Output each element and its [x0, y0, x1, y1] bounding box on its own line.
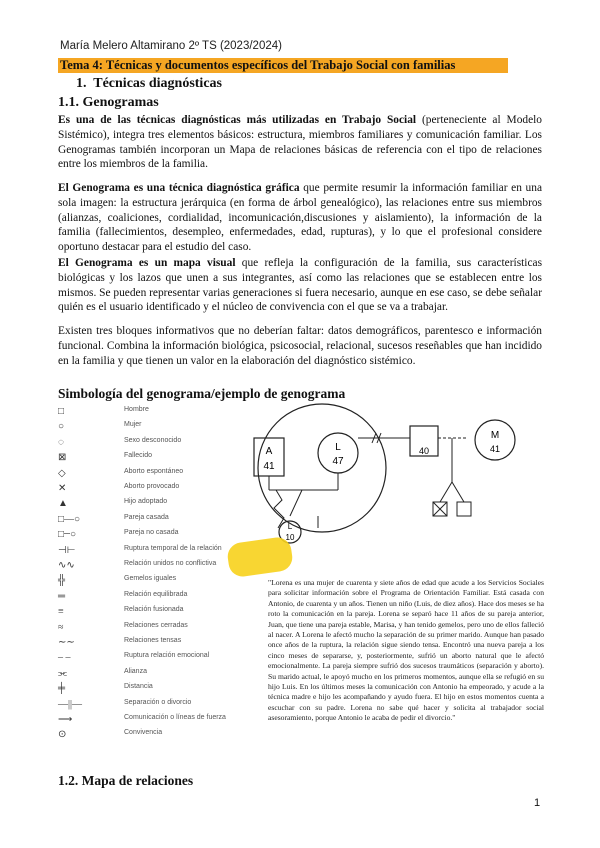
legend-row: [58, 452, 238, 466]
legend-label: Separación o divorcio: [124, 698, 192, 706]
legend-row: [58, 545, 238, 559]
paragraph-2: [58, 181, 542, 255]
legend-row: [58, 406, 238, 420]
legend-label: Pareja no casada: [124, 529, 179, 537]
legend-label: Aborto espontáneo: [124, 467, 184, 475]
legend-symbol: ≡: [58, 606, 64, 618]
paragraph-3: [58, 256, 542, 315]
legend-row: [58, 714, 238, 728]
legend-row: [58, 637, 238, 651]
paragraph-3-lead: El Genograma es un mapa visual: [58, 257, 236, 269]
legend-symbol: ∿∿: [58, 560, 75, 571]
child-letter: L: [287, 522, 293, 531]
legend-row: [58, 622, 238, 636]
person-l-circle: [318, 433, 358, 473]
legend-row: [58, 437, 238, 451]
legend-label: Distancia: [124, 683, 153, 691]
legend-row: [58, 483, 238, 497]
twin-right-box: [457, 502, 471, 516]
page-number: 1: [534, 797, 541, 809]
person-a-age: 41: [263, 461, 275, 472]
section-title: Técnicas diagnósticas: [93, 76, 222, 91]
legend-symbol: □—○: [58, 513, 81, 525]
legend-label: Ruptura relación emocional: [124, 652, 210, 660]
legend-row: [58, 498, 238, 512]
legend-symbol: ∼∼: [58, 637, 75, 648]
paragraph-2-lead: El Genograma es una técnica diagnóstica gráfica: [58, 182, 300, 194]
legend-row: [58, 529, 238, 543]
legend-symbol: □: [58, 406, 65, 417]
legend-symbol: ○: [58, 421, 65, 433]
author-header: María Melero Altamirano 2º TS (2023/2024): [60, 40, 282, 52]
legend-row: [58, 683, 238, 697]
legend-label: Aborto provocado: [124, 483, 180, 490]
paragraph-1: [58, 113, 542, 172]
legend-row: [58, 668, 238, 682]
legend-label: Fallecido: [124, 452, 153, 460]
legend-symbol: —||—: [58, 698, 83, 710]
topic-title: Tema 4: Técnicas y documentos específicos del Trabajo Social con familias: [58, 58, 508, 73]
symbology-title: Simbología del genograma/ejemplo de genograma: [58, 386, 346, 401]
legend-symbol: ⊠: [58, 452, 67, 464]
twin-line-left: [440, 482, 452, 502]
legend-row: [58, 699, 238, 713]
paragraph-2-body: que permite resumir la información familiar en una sola imagen: la estructura jerárquica (en forma de árbol genealógico), las relaciones entre sus miembros (alianzas, coaliciones, cordialidad, incomunicación,discusiones y aislamiento), la información de la familia (fallecimientos, desempleo, enfermedades, edad, rupturas), y lo que el profesional considere oportuno destacar para el estudio del caso.: [58, 182, 543, 254]
legend-symbol: ✕: [58, 483, 67, 494]
legend-symbol: □┄○: [58, 529, 77, 541]
section-heading-1-1: 1.1. Genogramas: [58, 95, 159, 110]
legend-label: Hijo adoptado: [124, 498, 168, 506]
legend-row: [58, 560, 238, 574]
legend-symbol: ≈: [58, 621, 64, 633]
household-circle: [258, 404, 386, 532]
person-m-age: 41: [489, 444, 501, 454]
legend-label: Relación unidos no conflictiva: [124, 560, 217, 567]
legend-symbol: ◇: [58, 467, 66, 479]
legend-label: Sexo desconocido: [124, 436, 182, 444]
child-link: [290, 490, 302, 516]
legend-row: [58, 729, 238, 743]
legend-symbol: ⟶: [58, 714, 73, 725]
legend-label: Alianza: [124, 667, 147, 675]
legend-label: Relación fusionada: [124, 606, 184, 614]
case-study-text: "Lorena es una mujer de cuarenta y siete años de edad que acude a los Servicios Sociales para solicitar información sobre el Programa de Orientación Familiar. Está casada con Antonio, de cuarenta y un años. Tienen un niño (Luis, de diez años). Hace dos meses se ha roto la comunicación en la pareja. Lorena se separó hace 11 años de su pareja anterior, Juan, que tiene una pareja estable, Marisa, y han tenido gemelos, pero uno de ellos falleció al nacer. A Lorena le afectó mucho la separación de su primer marido. Aunque han pasado once años de la ruptura, la relación sigue siendo tensa. Encontró una nueva pareja a los cinco meses de separarse, y, posteriormente, sufrió un aborto natural que le afectó emocionalmente. La pareja siempre sufrió dos sucesos traumáticos (separación y aborto). Su marido actual, le apoyó mucho en los primeros momentos, aunque ella se refugió en su hijo Luis. En los últimos meses la comunicación con Antonio ha empeorado, y acude a la técnica madre e hijo les acompañando y ayudo fuera. El hijo en estos momentos cuenta a escuchar con su padre. Lorena no sabe qué hacer y solicita al trabajador social asesoramiento, porque Antonio le acaba de pedir el divorcio.": [268, 578, 544, 723]
legend-label: Relaciones tensas: [124, 637, 182, 644]
legend-symbol: ▲: [58, 498, 68, 510]
legend-symbol: ⫘: [58, 667, 67, 679]
twin-line-right: [452, 482, 464, 502]
legend-row: [58, 575, 238, 589]
legend-label: Ruptura temporal de la relación: [124, 544, 222, 552]
legend-row: [58, 514, 238, 528]
legend-symbol: ╪: [58, 683, 66, 695]
legend-label: Mujer: [124, 421, 142, 429]
person-l-age: 47: [332, 456, 344, 467]
legend-row: [58, 421, 238, 435]
legend-row: [58, 606, 238, 620]
legend-label: Pareja casada: [124, 513, 169, 521]
paragraph-1-lead: Es una de las técnicas diagnósticas más utilizadas en Trabajo Social: [58, 114, 417, 126]
legend-label: Relación equilibrada: [124, 590, 188, 598]
section-heading-1: [76, 76, 222, 92]
legend-label: Hombre: [124, 406, 149, 413]
person-l-letter: L: [335, 442, 341, 453]
legend-symbol: ◌: [58, 436, 64, 448]
legend-label: Convivencia: [124, 729, 163, 737]
legend-symbol: ⊙: [58, 729, 67, 741]
genogram-diagram: [240, 398, 540, 548]
legend-row: [58, 591, 238, 605]
section-number: 1.: [76, 76, 87, 91]
section-heading-1-2: 1.2. Mapa de relaciones: [58, 773, 194, 788]
legend-symbol: – –: [58, 652, 71, 664]
person-40-age: 40: [418, 446, 430, 456]
tense-relation-line: [274, 490, 284, 528]
genogram-legend: [58, 406, 238, 746]
legend-row: [58, 652, 238, 666]
legend-row: [58, 468, 238, 482]
legend-label: Relaciones cerradas: [124, 621, 188, 629]
paragraph-4: Existen tres bloques informativos que no deberían faltar: datos demográficos, parentesco e información funcional. Combina la información biológica, psicosocial, relacional, sucesos reseñables que han incidido en la familia y que tienen un valor en la elaboración del diagnóstico sistémico.: [58, 325, 542, 367]
person-m-letter: M: [490, 430, 500, 441]
legend-symbol: ╬: [58, 575, 66, 587]
legend-symbol: ═: [58, 590, 66, 602]
legend-label: Gemelos iguales: [124, 575, 177, 583]
person-a-letter: A: [265, 446, 273, 457]
child-age: 10: [285, 533, 295, 542]
legend-label: Comunicación o líneas de fuerza: [124, 714, 226, 721]
paragraph-3-body: que refleja la configuración de la familia, sus características biológicas y los lazos que unen a sus integrantes, así como las relaciones que se establecen entre los mismos. Se pueden representar varias generaciones si fuera necesario, aunque en ese caso, se debe señalar quién es el usuario identificado y el núcleo de convivencia con el que se va a trabajar.: [58, 257, 543, 314]
legend-symbol: ⊣⊢: [58, 544, 76, 556]
paragraph-1-body: (perteneciente al Modelo Sistémico), integra tres elementos básicos: estructura, miembros familiares y comunicación familiar. Los Genogramas también incorporan un Mapa de relaciones básicas de referencia con el tipo de relaciones entre los miembros de la familia.: [58, 114, 542, 171]
